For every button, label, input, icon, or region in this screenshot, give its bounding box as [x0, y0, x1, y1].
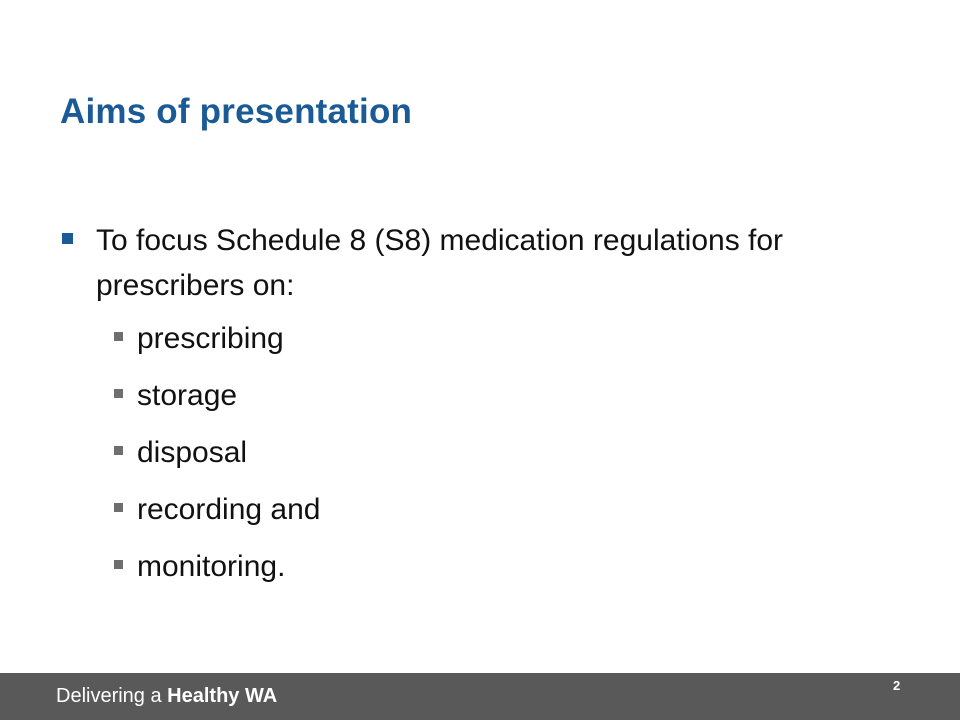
- square-bullet-icon: [114, 389, 123, 398]
- sub-bullet-text: monitoring.: [137, 550, 286, 583]
- footer-brand-prefix: Delivering a: [56, 685, 168, 707]
- sub-bullet-item: [60, 316, 920, 373]
- slide-title: Aims of presentation: [60, 92, 413, 131]
- sub-bullet-item: [60, 487, 920, 544]
- square-bullet-icon: [114, 446, 123, 455]
- sub-bullet-item: [60, 373, 920, 430]
- sub-bullet-text: storage: [137, 379, 238, 412]
- sub-bullet-text: disposal: [137, 436, 248, 469]
- square-bullet-icon: [62, 233, 73, 244]
- footer-bar: [0, 673, 960, 720]
- square-bullet-icon: [114, 503, 123, 512]
- slide-content: [60, 218, 920, 601]
- sub-bullet-item: [60, 430, 920, 487]
- sub-bullet-item: [60, 544, 920, 601]
- square-bullet-icon: [114, 332, 123, 341]
- sub-bullet-text: prescribing: [137, 322, 284, 355]
- footer-brand-bold: Healthy WA: [167, 685, 278, 707]
- main-bullet: [60, 218, 920, 308]
- page-number: 2: [893, 678, 901, 693]
- sub-bullet-text: recording and: [137, 493, 321, 526]
- main-bullet-text: To focus Schedule 8 (S8) medication regulations for prescribers on:: [96, 224, 784, 302]
- square-bullet-icon: [114, 560, 123, 569]
- footer-brand: [56, 685, 277, 708]
- sub-bullet-list: [60, 316, 920, 601]
